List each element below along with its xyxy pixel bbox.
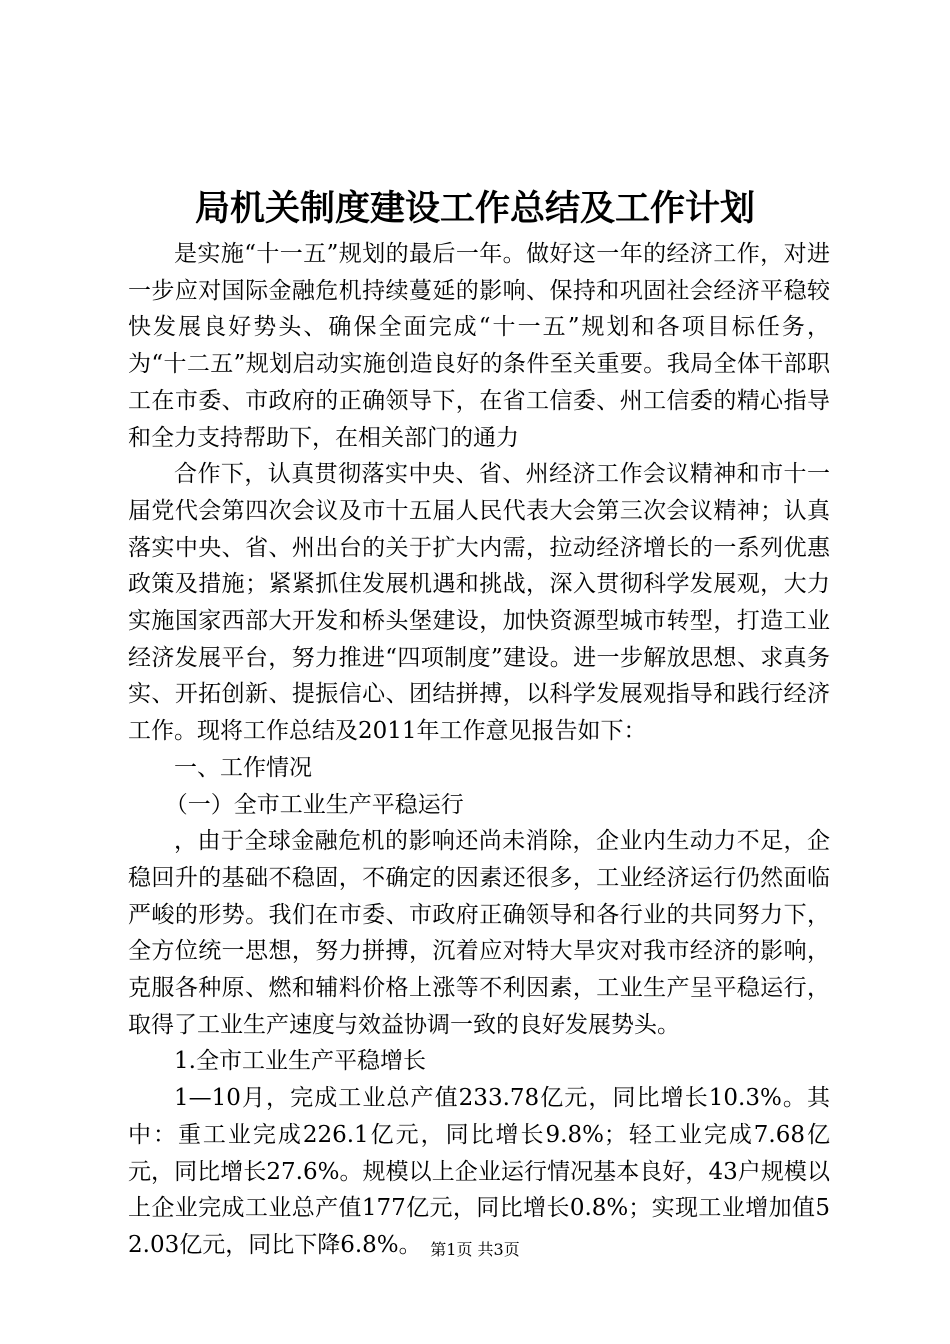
paragraph: 是实施“十一五”规划的最后一年。做好这一年的经济工作，对进一步应对国际金融危机持续蔓延的影响、保持和巩固社会经济平稳较快发展良好势头、确保全面完成“十一五”规划和各项目标任务，为“十二五”规划启动实施创造良好的条件至关重要。我局全体干部职工在市委、市政府的正确领导下，在省工信委、州工信委的精心指导和全力支持帮助下，在相关部门的通力 (128, 241, 830, 451)
page-footer: 第1页 共3页 (430, 1240, 520, 1259)
paragraph: 合作下，认真贯彻落实中央、省、州经济工作会议精神和市十一届党代会第四次会议及市十五届人民代表大会第三次会议精神；认真落实中央、省、州出台的关于扩大内需，拉动经济增长的一系列优惠政策及措施；紧紧抓住发展机遇和挑战，深入贯彻科学发展观，大力实施国家西部大开发和桥头堡建设，加快资源型城市转型，打造工业经济发展平台，努力推进“四项制度”建设。进一步解放思想、求真务实、开拓创新、提振信心、团结拼搏，以科学发展观指导和践行经济工作。现将工作总结及2011年工作意见报告如下： (128, 461, 830, 745)
document-body (128, 236, 830, 1264)
subsection-heading: （一）全市工业生产平稳运行 (164, 791, 464, 818)
paragraph: 1—10月，完成工业总产值233.78亿元，同比增长10.3%。其中：重工业完成226.1亿元，同比增长9.8%；轻工业完成7.68亿元，同比增长27.6%。规模以上企业运行情况基本良好，43户规模以上企业完成工业总产值177亿元，同比增长0.8%；实现工业增加值52.03亿元，同比下降6.8%。 (128, 1085, 830, 1258)
section-heading: 一、工作情况 (174, 754, 312, 781)
paragraph: ，由于全球金融危机的影响还尚未消除，企业内生动力不足，企稳回升的基础不稳固，不确定的因素还很多，工业经济运行仍然面临严峻的形势。我们在市委、市政府正确领导和各行业的共同努力下，全方位统一思想，努力拼搏，沉着应对特大旱灾对我市经济的影响，克服各种原、燃和辅料价格上涨等不利因素，工业生产呈平稳运行，取得了工业生产速度与效益协调一致的良好发展势头。 (128, 828, 830, 1038)
item-heading: 1.全市工业生产平稳增长 (174, 1048, 426, 1075)
document-title: 局机关制度建设工作总结及工作计划 (194, 188, 755, 229)
